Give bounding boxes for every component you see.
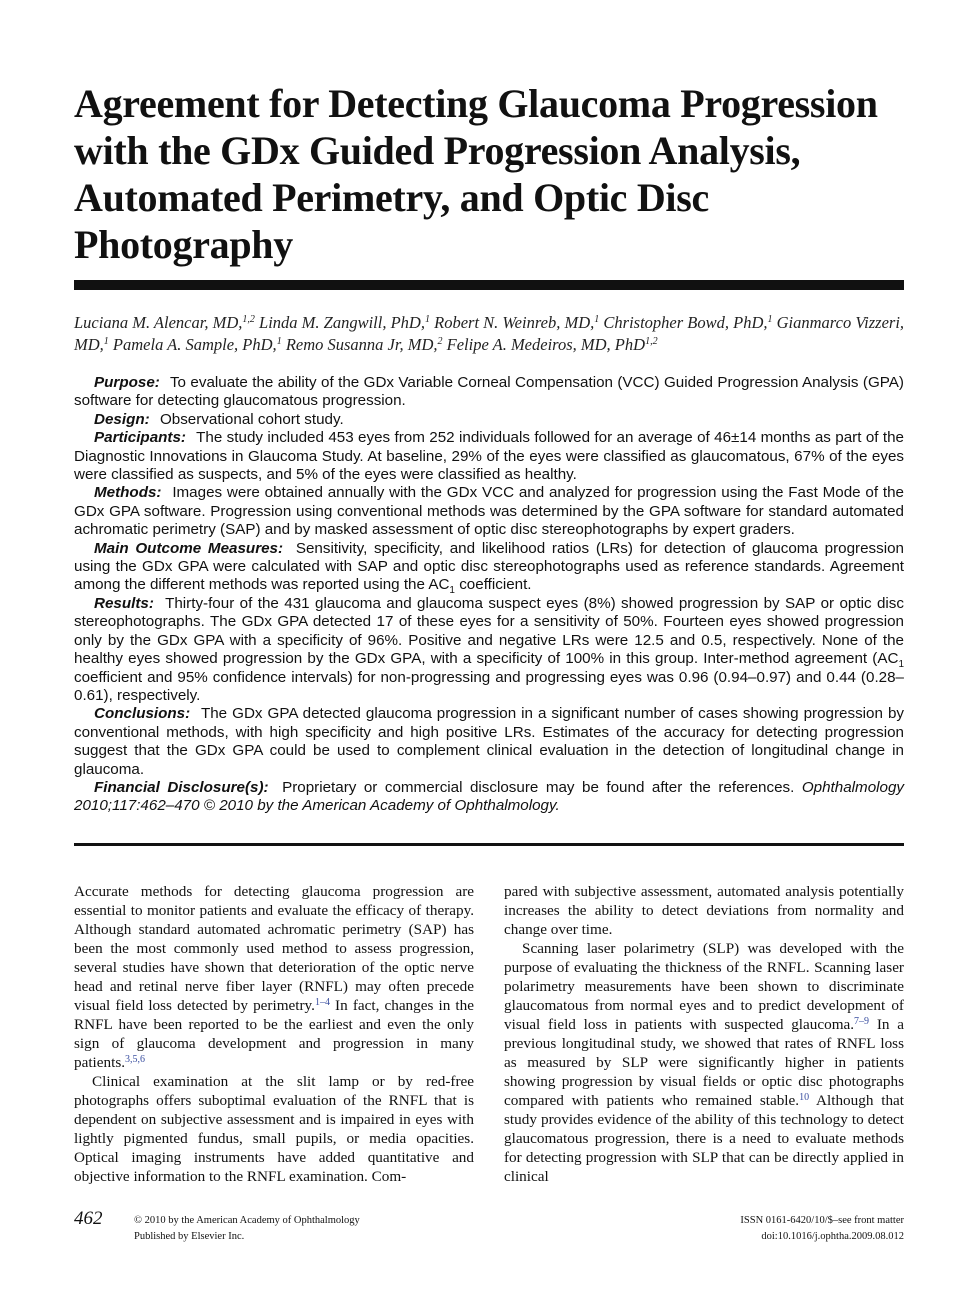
- reference-link[interactable]: 3,5,6: [125, 1054, 146, 1065]
- abstract-label: Main Outcome Measures:: [94, 539, 284, 557]
- publisher-line: Published by Elsevier Inc.: [134, 1231, 245, 1242]
- affiliation-marker: 1: [767, 314, 773, 325]
- paragraph: pared with subjective assessment, automated analysis potentially increases the ability to detect deviations from normality and change over time.: [504, 883, 904, 938]
- author: Robert N. Weinreb, MD,: [434, 313, 595, 332]
- subscript: 1: [898, 659, 904, 671]
- paragraph-text: Accurate methods for detecting glaucoma progression are essential to monitor patients and evaluate the efficacy of therapy. Although standard automated achromatic perimetry (SAP) has been the most commonly used method to assess progression, several studies have shown that deterioration of the optic nerve head and retinal nerve fiber layer (RNFL) may often precede visual field loss detected by perimetry.: [74, 883, 474, 1014]
- abstract-text: coefficient.: [454, 576, 532, 594]
- abstract-text: Observational cohort study.: [159, 410, 344, 428]
- paragraph-text: In fact, changes in the RNFL have been reported to be the earliest and even the only sign of glaucoma development and progression in many patients.: [74, 997, 474, 1071]
- page-number: 462: [74, 1208, 103, 1229]
- affiliation-marker: 2: [437, 336, 443, 347]
- abstract-divider: [74, 843, 904, 846]
- paragraph: [74, 882, 474, 1072]
- author-list: [74, 312, 904, 356]
- footer-publisher-info: [134, 1213, 360, 1245]
- abstract-methods: [74, 484, 904, 539]
- affiliation-marker: 1: [103, 336, 109, 347]
- abstract-text: Proprietary or commercial disclosure may be found after the references.: [282, 778, 795, 796]
- affiliation-marker: 1: [276, 336, 282, 347]
- page-footer: [74, 1208, 904, 1248]
- affiliation-marker: 1: [594, 314, 600, 325]
- issn-line: ISSN 0161-6420/10/$–see front matter: [740, 1215, 904, 1226]
- abstract-label: Conclusions:: [94, 705, 191, 723]
- abstract-label: Methods:: [94, 484, 162, 502]
- author: Christopher Bowd, PhD,: [603, 313, 768, 332]
- abstract-outcomes: [74, 540, 904, 595]
- abstract-design: [74, 411, 904, 429]
- body-column-right: [504, 882, 904, 1186]
- abstract-label: Financial Disclosure(s):: [94, 778, 269, 796]
- affiliation-marker: 1: [424, 314, 430, 325]
- article-title: Agreement for Detecting Glaucoma Progression with the GDx Guided Progression Analysis, Automated Perimetry, and Optic Disc Photography: [74, 81, 878, 267]
- title-divider: [74, 280, 904, 290]
- citation: Ophthalmology 2010;117:462–470 © 2010 by the American Academy of Ophthalmology.: [74, 778, 904, 815]
- author: Gianmarco Vizzeri, MD,: [74, 313, 905, 354]
- affiliation-marker: 1,2: [645, 336, 658, 347]
- abstract-conclusions: [74, 705, 904, 779]
- body-column-left: [74, 882, 474, 1186]
- abstract-results: [74, 595, 904, 705]
- abstract-label: Participants:: [94, 429, 186, 447]
- abstract-label: Design:: [94, 410, 150, 428]
- abstract-label: Purpose:: [94, 374, 160, 391]
- paragraph: Clinical examination at the slit lamp or by red-free photographs offers suboptimal evaluation of the RNFL that is dependent on subjective assessment and is impaired in eyes with lightly pigmented fundus, small pupils, or media opacities. Optical imaging instruments have added quantitative and objective information to the RNFL examination. Com-: [74, 1073, 474, 1185]
- doi-line[interactable]: doi:10.1016/j.ophtha.2009.08.012: [761, 1231, 904, 1242]
- reference-link[interactable]: 7–9: [854, 1016, 870, 1027]
- abstract-label: Results:: [94, 594, 154, 612]
- author: Linda M. Zangwill, PhD,: [259, 313, 425, 332]
- affiliation-marker: 1,2: [242, 314, 255, 325]
- abstract-text: The GDx GPA detected glaucoma progression in a significant number of cases showing progression by conventional methods, with high specificity and high positive LRs. Estimates of the accuracy for detecting progression suggest that the GDx GPA could be used to complement clinical evaluation in the detection of longitudinal change in glaucoma.: [74, 705, 904, 778]
- abstract-text: Thirty-four of the 431 glaucoma and glaucoma suspect eyes (8%) showed progression by SAP or optic disc stereophotographs. The GDx GPA detected 17 of these eyes for a sensitivity of 50%. Fourteen eyes showed progression only by the GDx GPA with a specificity of 96%. Positive and negative LRs were 12.5 and 0.5, respectively. None of the healthy eyes showed progression by the GDx GPA, with a specificity of 100% in this group. Inter-method agreement (AC: [74, 594, 904, 668]
- reference-link[interactable]: 10: [799, 1092, 810, 1103]
- paragraph-text: In a previous longitudinal study, we showed that rates of RNFL loss as measured by SLP were significantly higher in patients showing progression by visual fields or optic disc photographs compared with patients who remained stable.: [504, 1016, 904, 1109]
- author: Pamela A. Sample, PhD,: [112, 335, 277, 354]
- subscript: 1: [449, 585, 455, 597]
- abstract-text: Sensitivity, specificity, and likelihood ratios (LRs) for detection of glaucoma progression using the GDx GPA were calculated with SAP and optic disc stereophotographs used as reference standards. Agreement among the different methods was reported using the AC: [74, 539, 904, 594]
- copyright-line: © 2010 by the American Academy of Ophthalmology: [134, 1215, 360, 1226]
- author: Luciana M. Alencar, MD,: [74, 313, 243, 332]
- abstract-disclosure: [74, 779, 904, 816]
- paragraph: [504, 939, 904, 1186]
- reference-link[interactable]: 1–4: [314, 997, 330, 1008]
- author: Remo Susanna Jr, MD,: [285, 335, 438, 354]
- abstract-text: The study included 453 eyes from 252 individuals followed for an average of 46±14 months as part of the Diagnostic Innovations in Glaucoma Study. At baseline, 29% of the eyes were classified as glaucomatous, 67% of the eyes were classified as suspects, and 5% of the eyes were classified as healthy.: [74, 429, 904, 484]
- abstract-purpose: [74, 374, 904, 411]
- footer-identifiers: [740, 1213, 904, 1245]
- abstract-text: Images were obtained annually with the GDx VCC and analyzed for progression using the Fast Mode of the GDx GPA software. Progression using conventional methods was determined by the GPA software for standard automated achromatic perimetry (SAP) and by masked assessment of optic disc stereophotographs by expert graders.: [74, 484, 904, 539]
- abstract-participants: [74, 429, 904, 484]
- abstract-text: coefficient and 95% confidence intervals) for non-progressing and progressing eyes was 0.96 (0.94–0.97) and 0.44 (0.28–0.61), respectively.: [74, 668, 904, 704]
- author: Felipe A. Medeiros, MD, PhD: [446, 335, 646, 354]
- abstract-text: To evaluate the ability of the GDx Variable Corneal Compensation (VCC) Guided Progression Analysis (GPA) software for detecting glaucomatous progression.: [74, 374, 904, 410]
- paragraph-text: Although that study provides evidence of the ability of this technology to detect glaucomatous progression, there is a need to evaluate methods for detecting progression with SLP that can be directly applied in clinical: [504, 1092, 904, 1185]
- abstract: [74, 374, 904, 816]
- paragraph-text: Scanning laser polarimetry (SLP) was developed with the purpose of evaluating the thickness of the RNFL. Scanning laser polarimetry measurements have been shown to discriminate glaucomatous from normal eyes and to predict development of visual field loss in patients with suspected glaucoma.: [504, 940, 904, 1033]
